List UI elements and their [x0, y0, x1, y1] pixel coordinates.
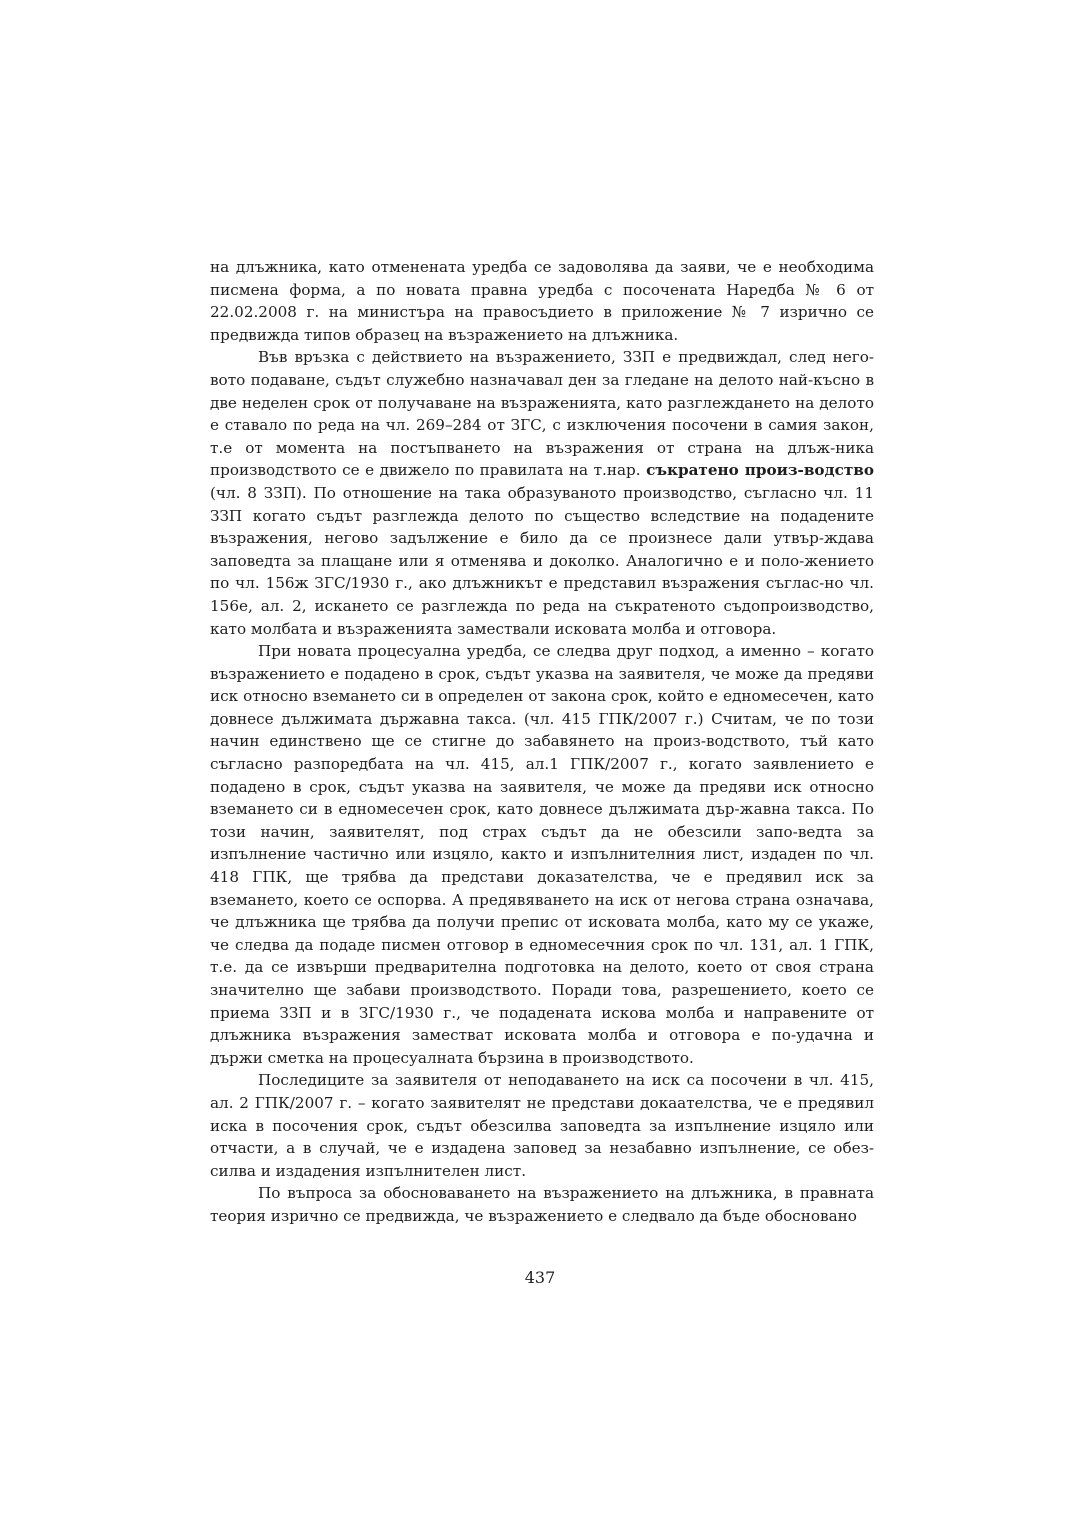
paragraph-2-text-after: (чл. 8 ЗЗП). По отношение на така образуваното производство, съгласно чл. 11 ЗЗП когато съдът разглежда делото по същество вследствие на подадените възражения, негово задължение е било да се произнесе дали утвър-ждава заповедта за плащане или я отменява и доколко. Аналогично е и поло-жението по чл. 156ж ЗГС/1930 г., ако длъжникът е представил възражения съглас-но чл. 156е, ал. 2, искането се разглежда по реда на съкратеното съдопроизводство, като молбата и възраженията замествали исковата молба и отговора.	[210, 483, 874, 638]
paragraph-2	[210, 346, 874, 640]
paragraph-2-bold-term: съкратено произ-водство	[646, 461, 874, 480]
paragraph-4: Последиците за заявителя от неподаването на иск са посочени в чл. 415, ал. 2 ГПК/2007 г. – когато заявителят не представи докаателства, че е предявил иска в посочения срок, съдът обезсилва заповедта за изпълнение изцяло или отчасти, а в случай, че е издадена заповед за незабавно изпълнение, се обез-силва и издадения изпълнителен лист.	[210, 1071, 874, 1180]
body-text	[210, 256, 874, 1228]
page-number: 437	[524, 1268, 556, 1287]
paragraph-1: на длъжника, като отменената уредба се задоволява да заяви, че е необходима писмена форма, а по новата правна уредба с посочената Наредба № 6 от 22.02.2008 г. на министъра на правосъдието в приложение № 7 изрично се предвижда типов образец на възражението на длъжника.	[210, 258, 874, 344]
paragraph-2-text-before: Във връзка с действието на възражението, ЗЗП е предвиждал, след него-вото подаване, съдът служебно назначавал ден за гледане на делото най-късно в две неделен срок от получаване на възраженията, като разглеждането на делото е ставало по реда на чл. 269–284 от ЗГС, с изключения посочени в самия закон, т.е от момента на постъпването на възражения от страна на длъж-ника производството се е движело по правилата на т.нар.	[210, 348, 874, 480]
paragraph-3: При новата процесуална уредба, се следва друг подход, а именно – когато възражението е подадено в срок, съдът указва на заявителя, че може да предяви иск относно вземането си в определен от закона срок, който е едномесечен, като довнесе дължимата държавна такса. (чл. 415 ГПК/2007 г.) Считам, че по този начин единствено ще се стигне до забавянето на произ-водството, тъй като съгласно разпоредбата на чл. 415, ал.1 ГПК/2007 г., когато заявлението е подадено в срок, съдът указва на заявителя, че може да предяви иск относно вземането си в едномесечен срок, като довнесе дължимата дър-жавна такса. По този начин, заявителят, под страх съдът да не обезсили запо-ведта за изпълнение частично или изцяло, както и изпълнителния лист, издаден по чл. 418 ГПК, ще трябва да представи доказателства, че е предявил иск за вземането, което се оспорва. А предявяването на иск от негова страна означава, че длъжника ще трябва да получи препис от исковата молба, като му се укаже, че следва да подаде писмен отговор в едномесечния срок по чл. 131, ал. 1 ГПК, т.е. да се извърши предварителна подготовка на делото, което от своя страна значително ще забави производството. Поради това, разрешението, което се приема ЗЗП и в ЗГС/1930 г., че подадената искова молба и направените от длъжника възражения заместват исковата молба и отговора е по-удачна и държи сметка на процесуалната бързина в производството.	[210, 642, 874, 1067]
paragraph-5: По въпроса за обосноваването на възражението на длъжника, в правната теория изрично се предвижда, че възражението е следвало да бъде обосновано	[210, 1184, 874, 1225]
